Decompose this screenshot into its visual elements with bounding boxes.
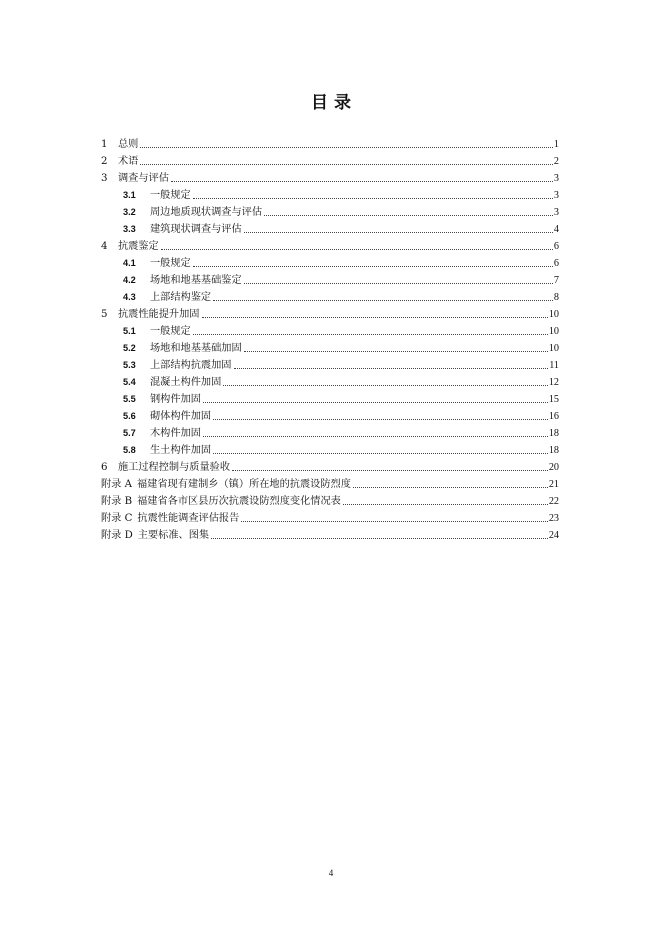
toc-entry-label: 场地和地基基础加固 — [150, 343, 242, 354]
toc-dot-leader — [244, 232, 553, 233]
toc-entry-number: 1 — [101, 139, 108, 150]
toc-entry[interactable] — [101, 288, 559, 305]
toc-entry-label: 抗震性能调查评估报告 — [137, 513, 240, 524]
toc-entry[interactable] — [101, 186, 559, 203]
toc-entry-number: 4.1 — [123, 258, 136, 268]
toc-entry-page: 22 — [548, 496, 559, 507]
toc-entry-label: 一般规定 — [150, 190, 191, 201]
toc-entry-number: 4 — [101, 241, 108, 252]
toc-entry[interactable] — [101, 305, 559, 322]
table-of-contents — [101, 135, 559, 543]
toc-entry[interactable] — [101, 169, 559, 186]
toc-entry-number: 附录 D — [101, 530, 133, 541]
toc-entry[interactable] — [101, 373, 559, 390]
toc-dot-leader — [264, 215, 553, 216]
toc-entry-label: 周边地质现状调查与评估 — [150, 207, 263, 218]
toc-entry-label: 抗震鉴定 — [118, 241, 159, 252]
toc-entry-number: 5.6 — [123, 411, 136, 421]
toc-entry-label: 主要标准、图集 — [137, 530, 210, 541]
toc-entry-page: 24 — [548, 530, 559, 541]
toc-entry-page: 18 — [548, 428, 559, 439]
toc-entry-label: 一般规定 — [150, 326, 191, 337]
toc-entry[interactable] — [101, 356, 559, 373]
toc-dot-leader — [213, 419, 548, 420]
toc-entry-label: 施工过程控制与质量验收 — [118, 462, 231, 473]
toc-dot-leader — [203, 436, 548, 437]
toc-entry-label: 场地和地基基础鉴定 — [150, 275, 242, 286]
toc-entry-label: 总则 — [118, 139, 139, 150]
toc-entry-page: 10 — [548, 326, 559, 337]
toc-entry-page: 18 — [548, 445, 559, 456]
toc-entry-label: 福建省现有建制乡（镇）所在地的抗震设防烈度 — [136, 479, 351, 490]
toc-dot-leader — [171, 181, 553, 182]
toc-entry-number: 4.3 — [123, 292, 136, 302]
toc-dot-leader — [213, 453, 548, 454]
toc-entry-number: 6 — [101, 462, 108, 473]
toc-dot-leader — [202, 317, 548, 318]
page-number: 4 — [328, 868, 334, 878]
toc-entry-number: 附录 B — [101, 496, 133, 507]
toc-entry[interactable] — [101, 492, 559, 509]
toc-entry-page: 11 — [549, 360, 559, 371]
toc-entry-label: 混凝土构件加固 — [150, 377, 222, 388]
toc-entry-number: 5.1 — [123, 326, 136, 336]
toc-entry-page: 3 — [553, 207, 559, 218]
toc-entry[interactable] — [101, 237, 559, 254]
toc-dot-leader — [223, 385, 548, 386]
toc-entry-number: 3.1 — [123, 190, 136, 200]
toc-entry-label: 上部结构鉴定 — [150, 292, 212, 303]
toc-entry-number: 5.2 — [123, 343, 136, 353]
toc-entry-number: 5.3 — [123, 360, 136, 370]
toc-entry[interactable] — [101, 407, 559, 424]
toc-entry[interactable] — [101, 441, 559, 458]
toc-entry[interactable] — [101, 152, 559, 169]
toc-dot-leader — [234, 368, 549, 369]
toc-dot-leader — [353, 487, 548, 488]
toc-entry-label: 生土构件加固 — [150, 445, 212, 456]
toc-entry-label: 调查与评估 — [118, 173, 169, 184]
toc-entry-label: 福建省各市区县历次抗震设防烈度变化情况表 — [137, 496, 341, 507]
toc-entry-number: 5.8 — [123, 445, 136, 455]
toc-entry[interactable] — [101, 339, 559, 356]
toc-entry-number: 5.5 — [123, 394, 136, 404]
toc-dot-leader — [241, 521, 548, 522]
toc-dot-leader — [213, 300, 553, 301]
toc-dot-leader — [232, 470, 548, 471]
toc-entry-label: 术语 — [118, 156, 139, 167]
toc-entry-label: 上部结构抗震加固 — [150, 360, 232, 371]
toc-entry-page: 1 — [553, 139, 559, 150]
page-title: 目 录 — [311, 93, 351, 113]
toc-entry-label: 建筑现状调查与评估 — [150, 224, 242, 235]
toc-entry-page: 10 — [548, 309, 559, 320]
toc-entry-page: 12 — [548, 377, 559, 388]
toc-dot-leader — [193, 334, 548, 335]
toc-entry-page: 2 — [553, 156, 559, 167]
toc-dot-leader — [140, 164, 553, 165]
toc-dot-leader — [343, 504, 548, 505]
toc-entry[interactable] — [101, 220, 559, 237]
toc-dot-leader — [244, 351, 548, 352]
toc-entry-page: 10 — [548, 343, 559, 354]
toc-entry[interactable] — [101, 271, 559, 288]
toc-entry-number: 附录 C — [101, 513, 133, 524]
toc-entry-number: 5.4 — [123, 377, 136, 387]
toc-dot-leader — [203, 402, 548, 403]
toc-entry-page: 7 — [553, 275, 559, 286]
toc-entry-label: 砌体构件加固 — [150, 411, 212, 422]
toc-entry-number: 4.2 — [123, 275, 136, 285]
toc-entry-page: 20 — [548, 462, 559, 473]
toc-entry[interactable] — [101, 509, 559, 526]
toc-entry[interactable] — [101, 424, 559, 441]
toc-entry[interactable] — [101, 203, 559, 220]
toc-entry[interactable] — [101, 526, 559, 543]
toc-entry-number: 2 — [101, 156, 108, 167]
toc-entry-page: 8 — [553, 292, 559, 303]
toc-entry-number: 5.7 — [123, 428, 136, 438]
toc-entry[interactable] — [101, 458, 559, 475]
toc-entry-page: 3 — [553, 190, 559, 201]
toc-entry[interactable] — [101, 390, 559, 407]
toc-entry-label: 一般规定 — [150, 258, 191, 269]
toc-dot-leader — [211, 538, 548, 539]
toc-entry-number: 3.2 — [123, 207, 136, 217]
toc-entry-page: 16 — [548, 411, 559, 422]
toc-entry[interactable] — [101, 254, 559, 271]
toc-entry-page: 15 — [548, 394, 559, 405]
toc-entry-number: 3.3 — [123, 224, 136, 234]
toc-dot-leader — [244, 283, 553, 284]
toc-entry-page: 6 — [553, 241, 559, 252]
toc-entry-page: 3 — [553, 173, 559, 184]
toc-entry-number: 附录 A — [101, 479, 132, 490]
toc-entry-page: 6 — [553, 258, 559, 269]
toc-dot-leader — [140, 147, 553, 148]
toc-entry-number: 3 — [101, 173, 108, 184]
toc-entry[interactable] — [101, 322, 559, 339]
toc-entry[interactable] — [101, 475, 559, 492]
toc-entry-label: 抗震性能提升加固 — [118, 309, 200, 320]
toc-entry-page: 21 — [548, 479, 559, 490]
toc-entry-label: 木构件加固 — [150, 428, 201, 439]
toc-dot-leader — [161, 249, 553, 250]
toc-entry-number: 5 — [101, 309, 108, 320]
toc-dot-leader — [193, 198, 553, 199]
toc-dot-leader — [193, 266, 553, 267]
toc-entry-page: 4 — [553, 224, 559, 235]
toc-entry-label: 钢构件加固 — [150, 394, 201, 405]
toc-entry-page: 23 — [548, 513, 559, 524]
toc-entry[interactable] — [101, 135, 559, 152]
